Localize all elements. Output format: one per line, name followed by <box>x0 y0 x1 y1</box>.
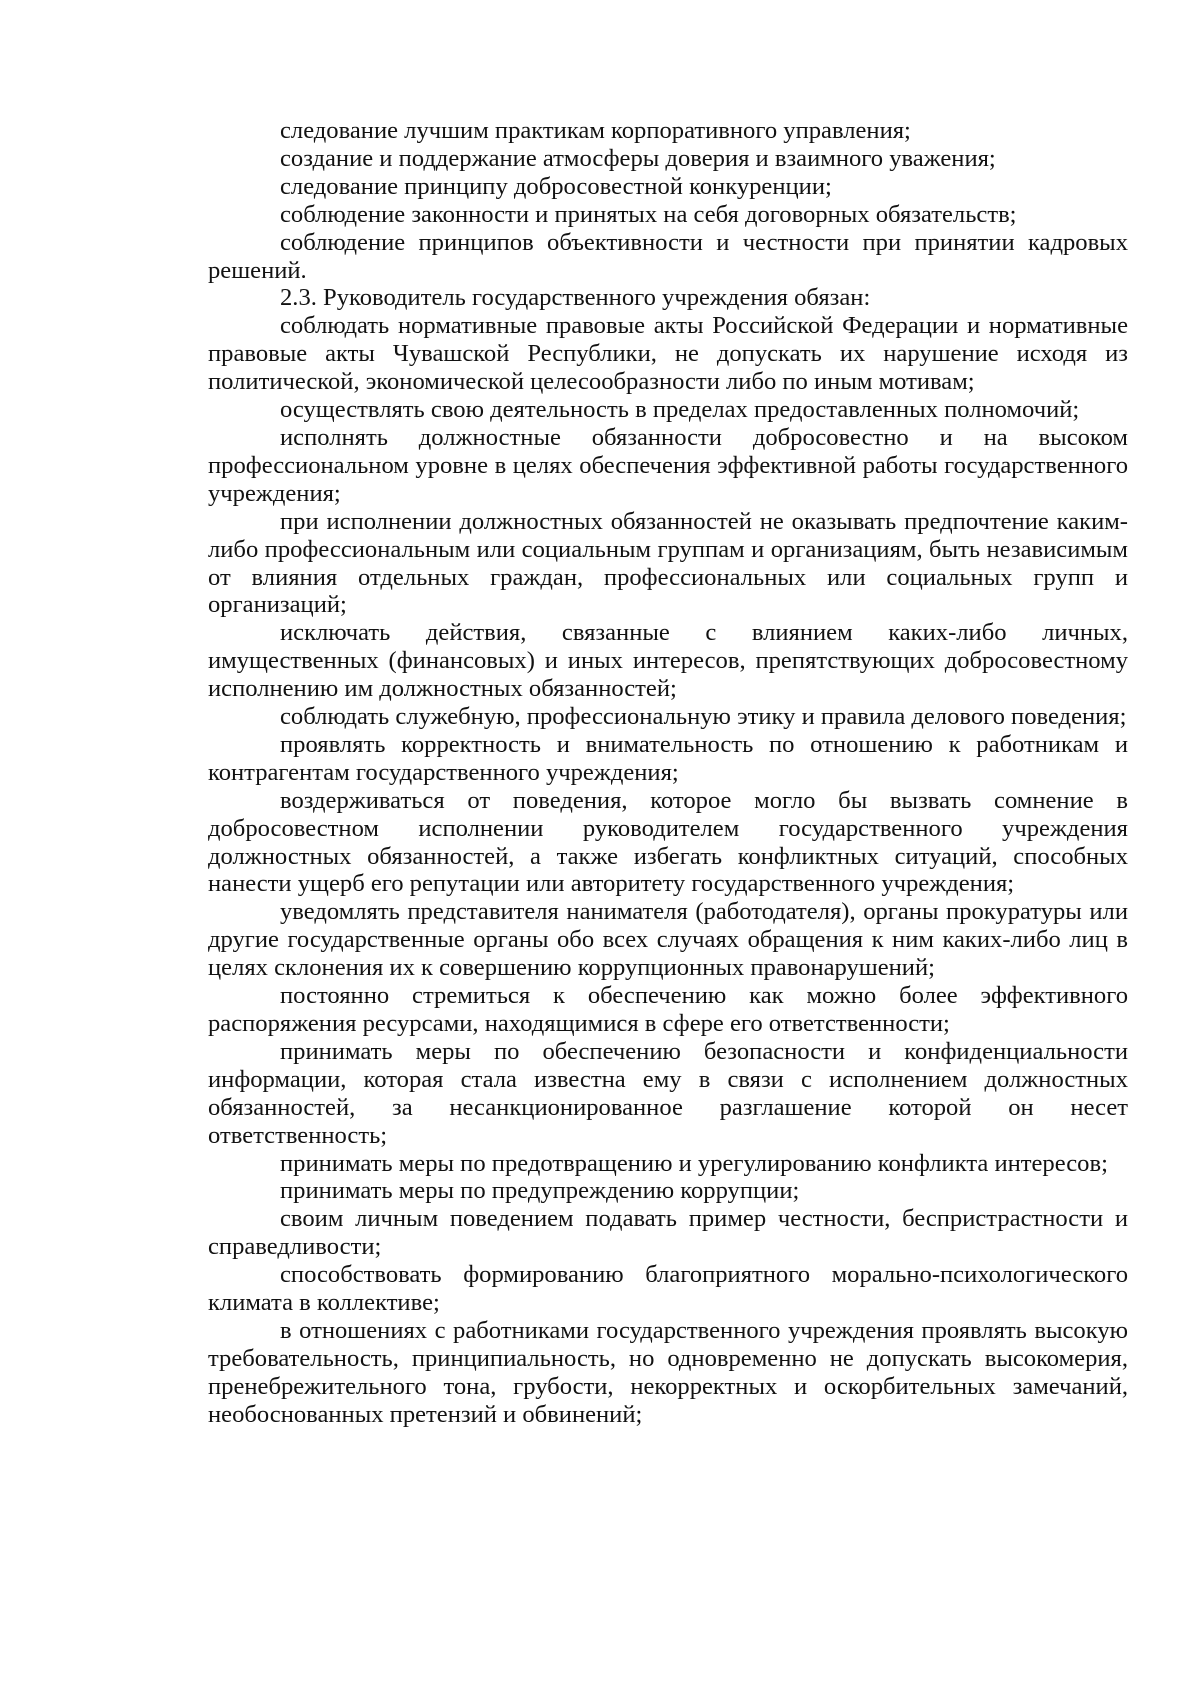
paragraph: следование принципу добросовестной конкуренции; <box>280 172 832 200</box>
paragraph: воздерживаться от поведения, которое могло бы вызвать сомнение в добросовестном исполнении руководителем государственного учреждения должностных обязанностей, а также избегать конфликтных ситуаций, способных нанести ущерб его репутации или авторитету государственного учреждения; <box>208 786 1128 898</box>
paragraph: принимать меры по предупреждению коррупции; <box>280 1177 800 1205</box>
paragraph: постоянно стремиться к обеспечению как можно более эффективного распоряжения ресурсами, находящимися в сфере его ответственности; <box>208 982 1128 1037</box>
paragraph: исключать действия, связанные с влиянием каких-либо личных, имущественных (финансовых) и иных интересов, препятствующих добросовестному исполнению им должностных обязанностей; <box>208 619 1128 703</box>
paragraph: соблюдение законности и принятых на себя договорных обязательств; <box>280 200 1017 228</box>
paragraph: следование лучшим практикам корпоративного управления; <box>280 117 911 144</box>
paragraph: осуществлять свою деятельность в пределах предоставленных полномочий; <box>280 396 1080 424</box>
paragraph: создание и поддержание атмосферы доверия и взаимного уважения; <box>280 144 996 172</box>
paragraph: соблюдать служебную, профессиональную этику и правила делового поведения; <box>280 703 1127 731</box>
paragraph: в отношениях с работниками государственного учреждения проявлять высокую требовательность, принципиальность, но одновременно не допускать высокомерия, пренебрежительного тона, грубости, некорректных и оскорбительных замечаний, необоснованных претензий и обвинений; <box>208 1316 1128 1428</box>
paragraph: принимать меры по предотвращению и урегулированию конфликта интересов; <box>280 1149 1108 1177</box>
paragraph: соблюдать нормативные правовые акты Российской Федерации и нормативные правовые акты Чувашской Республики, не допускать их нарушение исходя из политической, экономической целесообразности либо по иным мотивам; <box>208 312 1128 396</box>
paragraph: соблюдение принципов объективности и честности при принятии кадровых решений. <box>208 228 1128 284</box>
paragraph: принимать меры по обеспечению безопасности и конфиденциальности информации, которая стала известна ему в связи с исполнением должностных обязанностей, за несанкционированное разглашение которой он несет ответственность; <box>208 1037 1128 1149</box>
paragraph: проявлять корректность и внимательность по отношению к работникам и контрагентам государственного учреждения; <box>208 730 1128 786</box>
paragraph: способствовать формированию благоприятного морально-психологического климата в коллективе; <box>208 1261 1128 1317</box>
paragraph: уведомлять представителя нанимателя (работодателя), органы прокуратуры или другие государственные органы обо всех случаях обращения к ним каких-либо лиц в целях склонения их к совершению коррупционных правонарушений; <box>208 898 1128 982</box>
paragraph: при исполнении должностных обязанностей не оказывать предпочтение каким-либо профессиональным или социальным группам и организациям, быть независимым от влияния отдельных граждан, профессиональных или социальных групп и организаций; <box>208 507 1128 619</box>
paragraph: исполнять должностные обязанности добросовестно и на высоком профессиональном уровне в целях обеспечения эффективной работы государственного учреждения; <box>208 423 1128 507</box>
paragraph: своим личным поведением подавать пример честности, беспристрастности и справедливости; <box>208 1205 1128 1261</box>
section-heading: 2.3. Руководитель государственного учреждения обязан: <box>280 284 871 312</box>
